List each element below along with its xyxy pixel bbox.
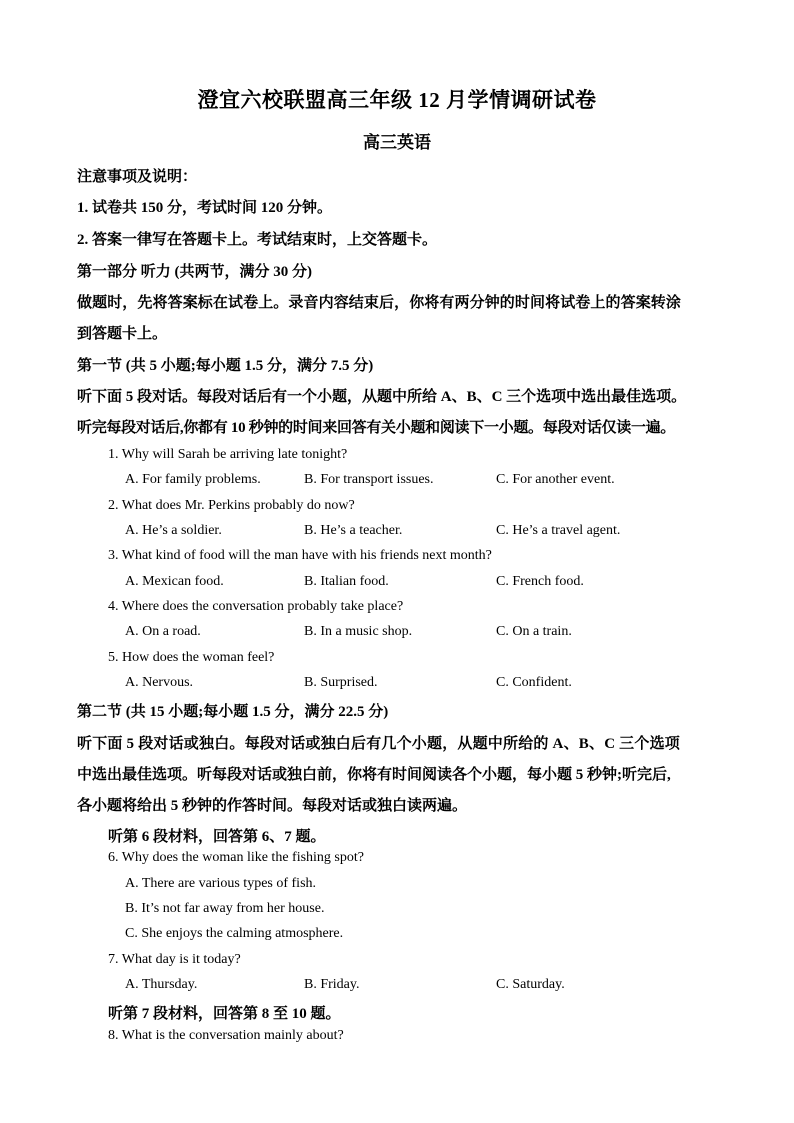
option-a: A. Thursday. xyxy=(125,977,198,992)
option-b: B. For transport issues. xyxy=(304,472,434,487)
option-b: B. It’s not far away from her house. xyxy=(125,901,325,916)
option-a: A. Nervous. xyxy=(125,675,194,690)
option-a: A. There are various types of fish. xyxy=(125,876,317,891)
material-6-heading: 听第 6 段材料，回答第 6、7 题。 xyxy=(108,829,326,845)
option-b: B. He’s a teacher. xyxy=(304,523,403,538)
question-stem: 7. What day is it today? xyxy=(108,952,241,967)
material-7-heading: 听第 7 段材料，回答第 8 至 10 题。 xyxy=(108,1006,341,1022)
note-item: 2. 答案一律写在答题卡上。考试结束时，上交答题卡。 xyxy=(77,232,438,248)
section1-instructions: 听完每段对话后,你都有 10 秒钟的时间来回答有关小题和阅读下一小题。每段对话仅读一遍。 xyxy=(77,420,676,436)
question-stem: 2. What does Mr. Perkins probably do now? xyxy=(108,498,355,513)
section2-instructions: 各小题将给出 5 秒钟的作答时间。每段对话或独白读两遍。 xyxy=(77,798,468,814)
option-a: A. He’s a soldier. xyxy=(125,523,222,538)
section2-instructions: 中选出最佳选项。听每段对话或独白前，你将有时间阅读各个小题，每小题 5 秒钟;听完后, xyxy=(77,767,671,783)
question-stem: 1. Why will Sarah be arriving late tonight? xyxy=(108,447,348,462)
notes-heading: 注意事项及说明： xyxy=(77,169,198,185)
question-stem: 8. What is the conversation mainly about? xyxy=(108,1028,344,1043)
part1-heading: 第一部分 听力 (共两节，满分 30 分) xyxy=(77,264,312,280)
question-stem: 6. Why does the woman like the fishing spot? xyxy=(108,850,364,865)
part1-instructions: 做题时，先将答案标在试卷上。录音内容结束后，你将有两分钟的时间将试卷上的答案转涂 xyxy=(77,295,682,311)
option-b: B. Surprised. xyxy=(304,675,378,690)
section2-heading: 第二节 (共 15 小题;每小题 1.5 分，满分 22.5 分) xyxy=(77,704,389,720)
option-c: C. Saturday. xyxy=(496,977,565,992)
option-a: A. Mexican food. xyxy=(125,574,224,589)
section1-heading: 第一节 (共 5 小题;每小题 1.5 分，满分 7.5 分) xyxy=(77,358,374,374)
part1-instructions: 到答题卡上。 xyxy=(77,326,168,342)
question-stem: 3. What kind of food will the man have with his friends next month? xyxy=(108,548,492,563)
option-c: C. For another event. xyxy=(496,472,615,487)
option-c: C. He’s a travel agent. xyxy=(496,523,621,538)
exam-subject: 高三英语 xyxy=(363,133,431,152)
option-a: A. For family problems. xyxy=(125,472,261,487)
exam-title: 澄宜六校联盟高三年级 12 月学情调研试卷 xyxy=(197,88,597,112)
section1-instructions: 听下面 5 段对话。每段对话后有一个小题，从题中所给 A、B、C 三个选项中选出最佳选项。 xyxy=(77,389,687,405)
option-c: C. She enjoys the calming atmosphere. xyxy=(125,926,344,941)
option-b: B. In a music shop. xyxy=(304,624,413,639)
option-c: C. Confident. xyxy=(496,675,572,690)
option-b: B. Italian food. xyxy=(304,574,389,589)
option-c: C. On a train. xyxy=(496,624,572,639)
option-b: B. Friday. xyxy=(304,977,360,992)
option-c: C. French food. xyxy=(496,574,584,589)
question-stem: 4. Where does the conversation probably take place? xyxy=(108,599,404,614)
note-item: 1. 试卷共 150 分，考试时间 120 分钟。 xyxy=(77,200,333,216)
option-a: A. On a road. xyxy=(125,624,201,639)
question-stem: 5. How does the woman feel? xyxy=(108,650,275,665)
section2-instructions: 听下面 5 段对话或独白。每段对话或独白后有几个小题，从题中所给的 A、B、C 三个选项 xyxy=(77,736,680,752)
